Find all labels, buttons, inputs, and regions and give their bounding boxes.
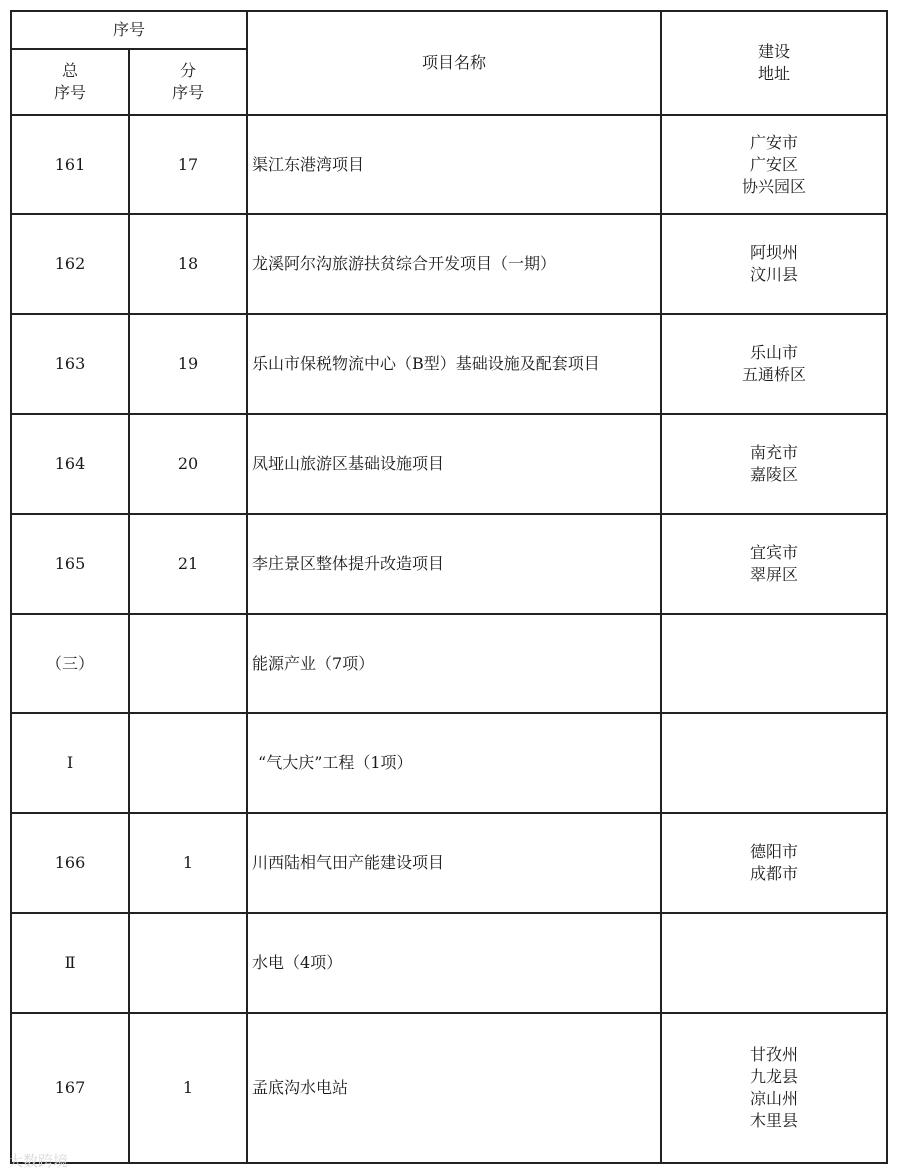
table-row: [11, 414, 887, 514]
project-name-cell: 李庄景区整体提升改造项目: [247, 514, 661, 614]
header-project-name: 项目名称: [247, 11, 661, 115]
table-row: [11, 713, 887, 813]
table-row: [11, 514, 887, 614]
address-line: 广安区: [750, 154, 799, 174]
header-total-seq: [11, 49, 129, 115]
project-name-cell: 川西陆相气田产能建设项目: [247, 813, 661, 913]
table-row: [11, 614, 887, 713]
address-line: 宜宾市: [750, 543, 799, 562]
address-cell: [661, 713, 887, 813]
header-seq-group: 序号: [11, 11, 247, 49]
project-name-cell: 龙溪阿尔沟旅游扶贫综合开发项目（一期）: [247, 214, 661, 314]
address-line: 汶川县: [750, 265, 799, 284]
address-line: 凉山州: [750, 1089, 799, 1108]
address-line: 乐山市: [750, 343, 799, 362]
header-sub-seq-line: 分: [180, 61, 197, 80]
address-line: 九龙县: [750, 1067, 799, 1086]
project-name-cell: 渠江东港湾项目: [247, 115, 661, 214]
total-seq-cell: Ⅰ: [11, 713, 129, 813]
address-line: 协兴园区: [742, 176, 807, 196]
total-seq-cell: 164: [11, 414, 129, 514]
sub-seq-cell: 1: [129, 1013, 247, 1163]
watermark: 大数跨境: [8, 1152, 69, 1170]
address-line: 翠屏区: [750, 565, 799, 584]
address-cell: [661, 115, 887, 214]
total-seq-cell: 162: [11, 214, 129, 314]
sub-seq-cell: 21: [129, 514, 247, 614]
table-row: [11, 115, 887, 214]
address-cell: [661, 514, 887, 614]
total-seq-cell: Ⅱ: [11, 913, 129, 1013]
address-line: 南充市: [750, 443, 799, 462]
address-line: 德阳市: [750, 842, 799, 861]
total-seq-cell: 167: [11, 1013, 129, 1163]
address-line: 甘孜州: [750, 1045, 799, 1064]
address-cell: [661, 1013, 887, 1163]
address-cell: [661, 813, 887, 913]
sub-seq-cell: 19: [129, 314, 247, 414]
table-row: [11, 913, 887, 1013]
address-line: 广安市: [750, 132, 799, 152]
address-cell: [661, 314, 887, 414]
project-name-cell: 孟底沟水电站: [247, 1013, 661, 1163]
project-name-cell: 乐山市保税物流中心（B型）基础设施及配套项目: [247, 314, 661, 414]
total-seq-cell: 165: [11, 514, 129, 614]
address-line: 阿坝州: [750, 243, 799, 262]
total-seq-cell: （三）: [11, 614, 129, 713]
sub-seq-cell: 18: [129, 214, 247, 314]
sub-seq-cell: 1: [129, 813, 247, 913]
address-line: 成都市: [750, 864, 799, 883]
address-cell: [661, 414, 887, 514]
address-line: 五通桥区: [742, 365, 807, 384]
project-name-cell: 水电（4项）: [247, 913, 661, 1013]
header-address-line: 建设: [758, 42, 791, 61]
header-address-line: 地址: [758, 64, 791, 83]
project-name-cell: “气大庆”工程（1项）: [247, 713, 661, 813]
header-total-seq-line: 总: [61, 61, 78, 80]
address-line: 嘉陵区: [750, 465, 799, 484]
project-table: [10, 10, 888, 1164]
sub-seq-cell: [129, 614, 247, 713]
table-row: [11, 314, 887, 414]
header-total-seq-line: 序号: [53, 83, 86, 102]
sub-seq-cell: [129, 913, 247, 1013]
total-seq-cell: 161: [11, 115, 129, 214]
table-row: [11, 813, 887, 913]
total-seq-cell: 163: [11, 314, 129, 414]
address-line: 木里县: [750, 1111, 799, 1130]
sub-seq-cell: 17: [129, 115, 247, 214]
address-cell: [661, 214, 887, 314]
total-seq-cell: 166: [11, 813, 129, 913]
header-sub-seq-line: 序号: [172, 83, 205, 102]
table-row: [11, 1013, 887, 1163]
sub-seq-cell: 20: [129, 414, 247, 514]
address-cell: [661, 913, 887, 1013]
sub-seq-cell: [129, 713, 247, 813]
header-address: [661, 11, 887, 115]
header-sub-seq: [129, 49, 247, 115]
project-name-cell: 凤垭山旅游区基础设施项目: [247, 414, 661, 514]
project-name-cell: 能源产业（7项）: [247, 614, 661, 713]
table-row: [11, 214, 887, 314]
address-cell: [661, 614, 887, 713]
